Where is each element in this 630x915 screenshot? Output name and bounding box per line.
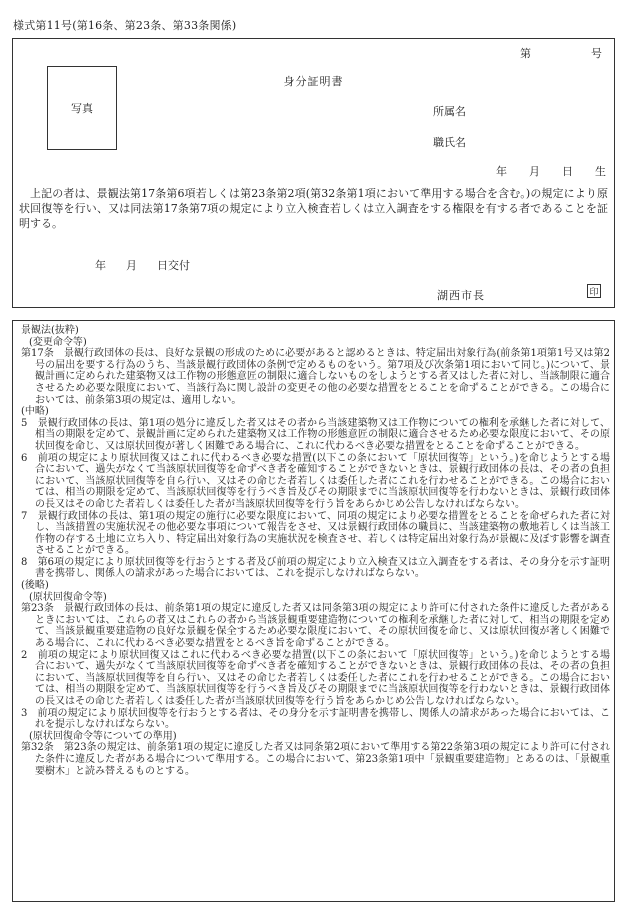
issuer: 湖西市長 (437, 289, 485, 302)
date-of-birth (488, 163, 606, 179)
article-23-para-3: 3 前項の規定により原状回復等を行おうとする者は、その身分を示す証明書を携帯し、関係人の請求があった場合においては、これを提示しなければならない。 (21, 707, 610, 731)
article-17-para-5: 5 景観行政団体の長は、第1項の処分に違反した者又はその者から当該建築物又は工作物についての権利を承継した者に対して、相当の期限を定めて、景観計画に定められた建築物又は工作物の形態意匠の制限に適合させるため必要な限度において、その原状回復を命じ、又は原状回復が著しく困難である場合に、これに代わるべき必要な措置をとることを命ずることができる。 (21, 417, 610, 452)
article-32: 第32条 第23条の規定は、前条第1項の規定に違反した者又は同条第2項において準用する第22条第3項の規定により許可に付された条件に違反した者がある場合について準用する。この場合において、第23条第1項中「景観重要建造物」とあるのは、「景観重要樹木」と読み替えるものとする。 (21, 742, 610, 777)
photo-label: 写真 (71, 102, 93, 115)
article-17: 第17条 景観行政団体の長は、良好な景観の形成のために必要があると認めるときは、特定届出対象行為(前条第1項第1号又は第2号の届出を要する行為のうち、当該景観行政団体の条例で定めるものをいう。第7項及び次条第1項において同じ。)について、景観計画に定められた建築物又は工作物の形態意匠の制限に適合しないものをしようとする者又はした者に対し、当該制限に適合させるため必要な限度において、当該行為に関し設計の変更その他の必要な措置をとることを命ずることができる。この場合においては、前条第3項の規定は、適用しない。 (21, 348, 610, 406)
number-prefix: 第 (520, 47, 531, 60)
extract-caption: (変更命令等) (29, 336, 87, 348)
seal-stamp: 印 (587, 284, 601, 298)
dob-born: 生 (595, 165, 606, 178)
issue-year: 年 (95, 259, 106, 272)
issue-day: 日交付 (157, 259, 190, 272)
dob-day: 日 (562, 165, 573, 178)
article-23-para-2: 2 前項の規定により原状回復又はこれに代わるべき必要な措置(以下この条において「原状回復等」という。)を命じようとする場合において、過失がなくて当該原状回復等を命ずべき者を確知することができないときは、景観行政団体の長は、その者の負担において、当該原状回復等を自ら行い、又はその命じた者若しくは委任した者にこれを行わせることができる。この場合においては、相当の期限を定めて、当該原状回復等を行うべき旨及びその期限までに当該原状回復等を行わないときは、景観行政団体の長又はその命じた者若しくは委任した者が当該原状回復等を行う旨をあらかじめ公告しなければならない。 (21, 649, 610, 707)
article-17-para-8: 8 第6項の規定により原状回復等を行おうとする者及び前項の規定により立入検査又は立入調査をする者は、その身分を示す証明書を携帯し、関係人の請求があった場合においては、これを提示しなければならない。 (21, 556, 610, 580)
extract-caption: (原状回復命令等についての準用) (29, 730, 177, 742)
article-23: 第23条 景観行政団体の長は、前条第1項の規定に違反した者又は同条第3項の規定により許可に付された条件に違反した者があるときにおいては、これらの者又はこれらの者から当該景観重要建造物についての権利を承継した者に対して、相当の期限を定めて、当該景観重要建造物の良好な景観を保全するため必要な限度において、その原状回復を命じ、又は原状回復が著しく困難である場合に、これに代わるべき必要な措置をとるべき旨を命ずることができる。 (21, 603, 610, 650)
issue-date (95, 257, 210, 273)
number-suffix: 号 (591, 47, 602, 60)
identification-certificate (12, 38, 615, 308)
certificate-number (520, 45, 602, 61)
dob-year: 年 (496, 165, 507, 178)
omission: (中略) (21, 406, 49, 418)
article-17-para-7: 7 景観行政団体の長は、第1項の規定の施行に必要な限度において、同項の規定により必要な措置をとることを命ぜられた者に対し、当該措置の実施状況その他必要な事項について報告をさせ、又は景観行政団体の職員に、当該建築物の敷地若しくは当該工作物の存する土地に立ち入り、特定届出対象行為の実施状況を検査させ、若しくは特定届出対象行為が景観に及ぼす影響を調査させることができる。 (21, 510, 610, 557)
issue-month: 月 (126, 259, 137, 272)
form-number-heading: 様式第11号(第16条、第23条、第33条関係) (13, 19, 237, 32)
extract-caption: (原状回復命令等) (29, 591, 107, 603)
extract-title: 景観法(抜粋) (21, 325, 79, 336)
position-name-label: 職氏名 (433, 136, 466, 149)
article-17-para-6: 6 前項の規定により原状回復又はこれに代わるべき必要な措置(以下この条において「原状回復等」という。)を命じようとする場合において、過失がなくて当該原状回復等を命ずべき者を確知することができないときは、景観行政団体の長は、その者の負担において、当該原状回復等を自ら行い、又はその命じた者若しくは委任した者にこれを行わせることができる。この場合においては、相当の期限を定めて、当該原状回復等を行うべき旨及びその期限までに当該原状回復等を行わないときは、景観行政団体の長又はその命じた者若しくは委任した者が当該原状回復等を行う旨をあらかじめ公告しなければならない。 (21, 452, 610, 510)
omission-after: (後略) (21, 580, 49, 592)
law-extract (12, 320, 615, 902)
certificate-title: 身分証明書 (283, 75, 344, 88)
dob-month: 月 (529, 165, 540, 178)
affiliation-label: 所属名 (433, 105, 466, 118)
certificate-body: 上記の者は、景観法第17条第6項若しくは第23条第2項(第32条第1項において準用する場合を含む。)の規定により原状回復等を行い、又は同法第17条第7項の規定により立入検査若しくは立入調査をする権限を有する者であることを証明する。 (19, 187, 608, 230)
